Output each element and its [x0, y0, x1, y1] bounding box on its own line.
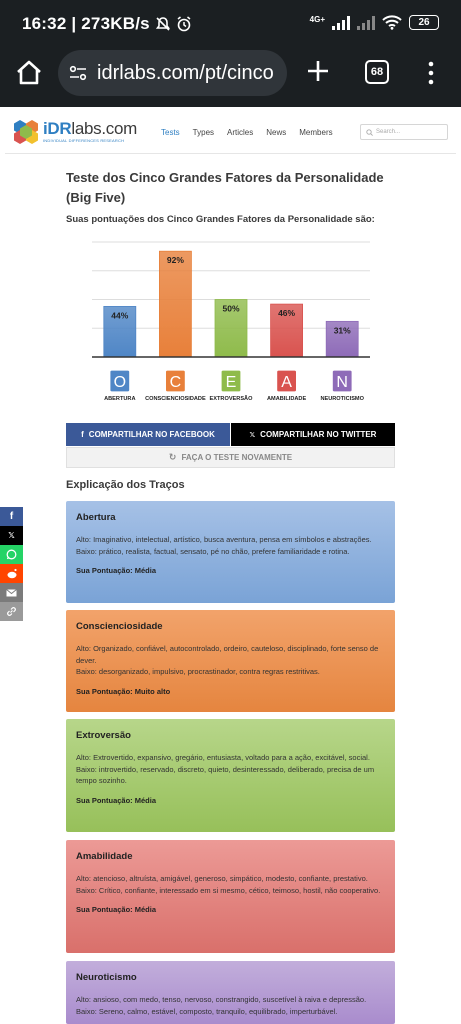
chart-category-label: AMABILIDADE	[267, 396, 307, 402]
email-icon	[6, 589, 17, 597]
retake-test-button[interactable]	[66, 447, 395, 468]
chart-category-label: NEUROTICISMO	[320, 396, 364, 402]
trait-high: Alto: atencioso, altruísta, amigável, generoso, simpático, modesto, confiante, prestativo.	[76, 874, 368, 883]
status-left	[22, 14, 192, 34]
nav-types[interactable]: Types	[192, 128, 215, 137]
site-header	[5, 110, 456, 154]
browser-chrome	[0, 0, 461, 107]
trait-name: Neuroticismo	[76, 972, 137, 983]
site-settings-icon[interactable]	[68, 63, 88, 83]
trait-low: Baixo: prático, realista, factual, sensato, pé no chão, prefere familiaridade e rotina.	[76, 546, 350, 556]
share-facebook-icon[interactable]: f	[0, 507, 23, 526]
trait-score: Sua Pontuação: Média	[76, 905, 157, 914]
battery-icon: 26	[409, 15, 439, 30]
x-icon: 𝕏	[249, 431, 256, 439]
chart-category-label: ABERTURA	[104, 396, 136, 402]
chart-category-label: CONSCIENCIOSIDADE	[145, 396, 206, 402]
trait-low: Baixo: Sereno, calmo, estável, composto, tranquilo, equilibrado, imperturbável.	[76, 1006, 338, 1016]
logo-main: iDR	[43, 119, 72, 138]
new-tab-icon[interactable]	[304, 57, 332, 85]
alarm-icon	[176, 16, 192, 32]
share-whatsapp-icon[interactable]	[0, 545, 23, 564]
more-menu-icon[interactable]	[426, 60, 436, 86]
trait-score: Sua Pontuação: Média	[76, 795, 157, 805]
trait-name: Conscienciosidade	[76, 621, 163, 632]
trait-name: Extroversão	[76, 730, 131, 741]
nav-news[interactable]: News	[266, 128, 287, 137]
share-twitter-button[interactable]	[231, 423, 395, 446]
url-row	[0, 50, 461, 107]
logo-tagline: INDIVIDUAL DIFFERENCES RESEARCH	[43, 138, 125, 143]
share-x-icon[interactable]: 𝕏	[0, 526, 23, 545]
trait-letter: C	[169, 374, 182, 391]
nav-articles[interactable]: Articles	[227, 128, 254, 137]
trait-letter: E	[225, 374, 237, 391]
trait-card-extroversao	[66, 719, 395, 832]
trait-high: Alto: Organizado, confiável, autocontrolado, ordeiro, cauteloso, disciplinado, forte senso de dever.	[76, 644, 379, 665]
tab-switcher-button[interactable]: 68	[365, 60, 389, 84]
trait-name: Amabilidade	[76, 851, 133, 862]
chart-category-label: EXTROVERSÃO	[209, 396, 253, 402]
logo-wordmark	[43, 119, 137, 139]
trait-card-amabilidade	[66, 840, 395, 953]
site-logo[interactable]	[13, 119, 137, 145]
nav-tests[interactable]: Tests	[161, 128, 180, 137]
signal-icon	[332, 16, 350, 30]
refresh-icon: ↻	[168, 452, 177, 462]
trait-score: Sua Pontuação: Média	[76, 566, 157, 575]
reddit-icon	[6, 568, 18, 579]
status-time-speed: 16:32 | 273KB/s	[22, 14, 150, 33]
share-email-icon[interactable]	[0, 583, 23, 602]
chart-value-label: 31%	[333, 325, 351, 336]
page-subtitle: Suas pontuações dos Cinco Grandes Fatores da Personalidade são:	[66, 214, 375, 225]
whatsapp-icon	[6, 549, 17, 560]
share-twitter-label: COMPARTILHAR NO TWITTER	[260, 430, 377, 439]
wifi-icon	[382, 15, 402, 30]
trait-letter: N	[336, 374, 348, 391]
chart-value-label: 46%	[278, 308, 296, 319]
mute-icon	[155, 16, 171, 32]
chart-value-label: 92%	[166, 255, 184, 266]
trait-high: Alto: Imaginativo, intelectual, artístico, busca aventura, pensa em símbolos e abstrações.	[76, 535, 372, 544]
logo-hexagons-icon	[13, 119, 43, 145]
address-bar[interactable]	[58, 50, 287, 96]
trait-low: Baixo: desorganizado, impulsivo, procrastinador, contra regras restritivas.	[76, 667, 320, 676]
search-placeholder: Search...	[376, 129, 401, 135]
search-input[interactable]	[360, 124, 448, 140]
main-nav	[161, 128, 333, 137]
trait-card-neuroticismo	[66, 961, 395, 1024]
status-bar	[0, 0, 461, 50]
page-title: Teste dos Cinco Grandes Fatores da Personalidade (Big Five)	[66, 170, 384, 205]
facebook-icon: f	[81, 430, 84, 439]
explanation-title: Explicação dos Traços	[66, 479, 185, 491]
big-five-chart	[66, 236, 396, 408]
search-icon	[366, 129, 373, 136]
status-right	[310, 15, 439, 30]
nav-members[interactable]: Members	[299, 128, 333, 137]
trait-low: Baixo: Crítico, confiante, interessado em si mesmo, cético, teimoso, hostil, não cooperativo.	[76, 885, 381, 895]
link-icon	[6, 606, 17, 617]
home-icon[interactable]	[14, 58, 44, 88]
share-reddit-icon[interactable]	[0, 564, 23, 583]
share-facebook-button[interactable]	[66, 423, 230, 446]
chart-bar	[159, 251, 191, 357]
url-text: idrlabs.com/pt/cinco	[97, 61, 274, 84]
trait-high: Alto: ansioso, com medo, tenso, nervoso, constrangido, suscetível à raiva e depressão.	[76, 995, 367, 1004]
signal-secondary-icon	[357, 16, 375, 30]
chart-value-label: 50%	[222, 303, 240, 314]
trait-high: Alto: Extrovertido, expansivo, gregário, entusiasta, voltado para a ação, excitável, social.	[76, 753, 370, 762]
trait-score: Sua Pontuação: Muito alto	[76, 686, 171, 696]
trait-low: Baixo: introvertido, reservado, discreto, quieto, desinteressado, deliberado, precisa de um tempo sozinho.	[76, 764, 375, 785]
share-facebook-label: COMPARTILHAR NO FACEBOOK	[88, 430, 215, 439]
chart-value-label: 44%	[111, 310, 129, 321]
retake-label: FAÇA O TESTE NOVAMENTE	[181, 453, 293, 462]
trait-card-conscienciosidade	[66, 610, 395, 712]
trait-card-abertura	[66, 501, 395, 603]
trait-letter: O	[113, 374, 127, 391]
trait-letter: A	[281, 374, 292, 391]
floating-share-bar	[0, 507, 23, 621]
logo-rest: labs.com	[71, 119, 138, 138]
share-link-icon[interactable]	[0, 602, 23, 621]
network-type: 4G+	[309, 15, 325, 24]
trait-name: Abertura	[76, 512, 116, 523]
